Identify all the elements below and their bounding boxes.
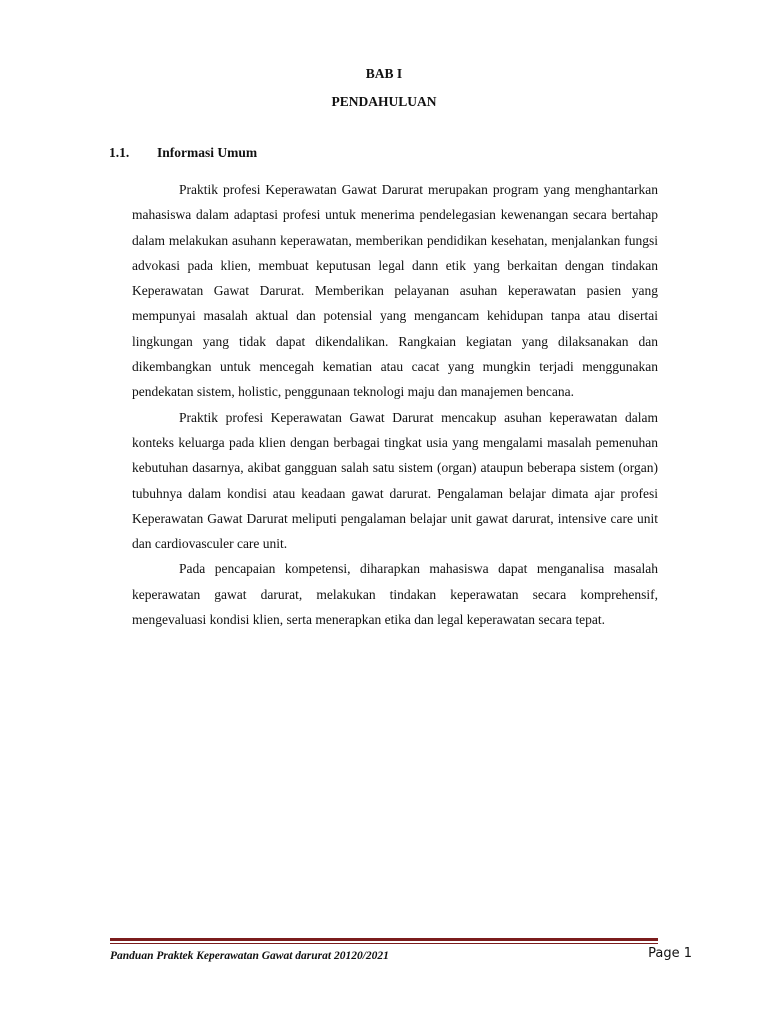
body-text: [132, 177, 658, 632]
section-heading: [109, 145, 257, 161]
section-number: 1.1.: [109, 145, 130, 160]
footer-divider-thin: [110, 943, 658, 944]
section-title: Informasi Umum: [157, 145, 258, 160]
chapter-number: BAB I: [365, 66, 403, 81]
chapter-title: PENDAHULUAN: [331, 94, 437, 109]
paragraph-3: Pada pencapaian kompetensi, diharapkan mahasiswa dapat menganalisa masalah keperawatan gawat darurat, melakukan tindakan keperawatan secara komprehensif, mengevaluasi kondisi klien, serta menerapkan etika dan legal keperawatan secara tepat.: [132, 561, 658, 628]
paragraph-2: Praktik profesi Keperawatan Gawat Darurat mencakup asuhan keperawatan dalam konteks keluarga pada klien dengan berbagai tingkat usia yang mengalami masalah pemenuhan kebutuhan dasarnya, akibat gangguan salah satu sistem (organ) ataupun beberapa sistem (organ) tubuhnya dalam kondisi atau keadaan gawat darurat. Pengalaman belajar dimata ajar profesi Keperawatan Gawat Darurat meliputi pengalaman belajar unit gawat darurat, intensive care unit dan cardiovasculer care unit.: [132, 409, 658, 552]
page-number: Page 1: [648, 946, 692, 961]
paragraph-1: Praktik profesi Keperawatan Gawat Darurat merupakan program yang menghantarkan mahasiswa dalam adaptasi profesi untuk menerima pendelegasian kewenangan secara bertahap dalam melakukan asuhann keperawatan, memberikan pendidikan kesehatan, menjalankan fungsi advokasi pada klien, membuat keputusan legal dann etik yang berkaitan dengan tindakan Keperawatan Gawat Darurat. Memberikan pelayanan asuhan keperawatan pasien yang mempunyai masalah aktual dan potensial yang mengancam kehidupan tanpa atau disertai lingkungan yang tidak dapat dikendalikan. Rangkaian kegiatan yang dilaksanakan dan dikembangkan untuk mencegah kematian atau cacat yang mungkin terjadi menggunakan pendekatan sistem, holistic, penggunaan teknologi maju dan manajemen bencana.: [132, 182, 658, 400]
footer-divider-thick: [110, 938, 658, 941]
footer-divider: [110, 938, 658, 944]
footer-title: Panduan Praktek Keperawatan Gawat darurat 20120/2021: [110, 950, 389, 962]
